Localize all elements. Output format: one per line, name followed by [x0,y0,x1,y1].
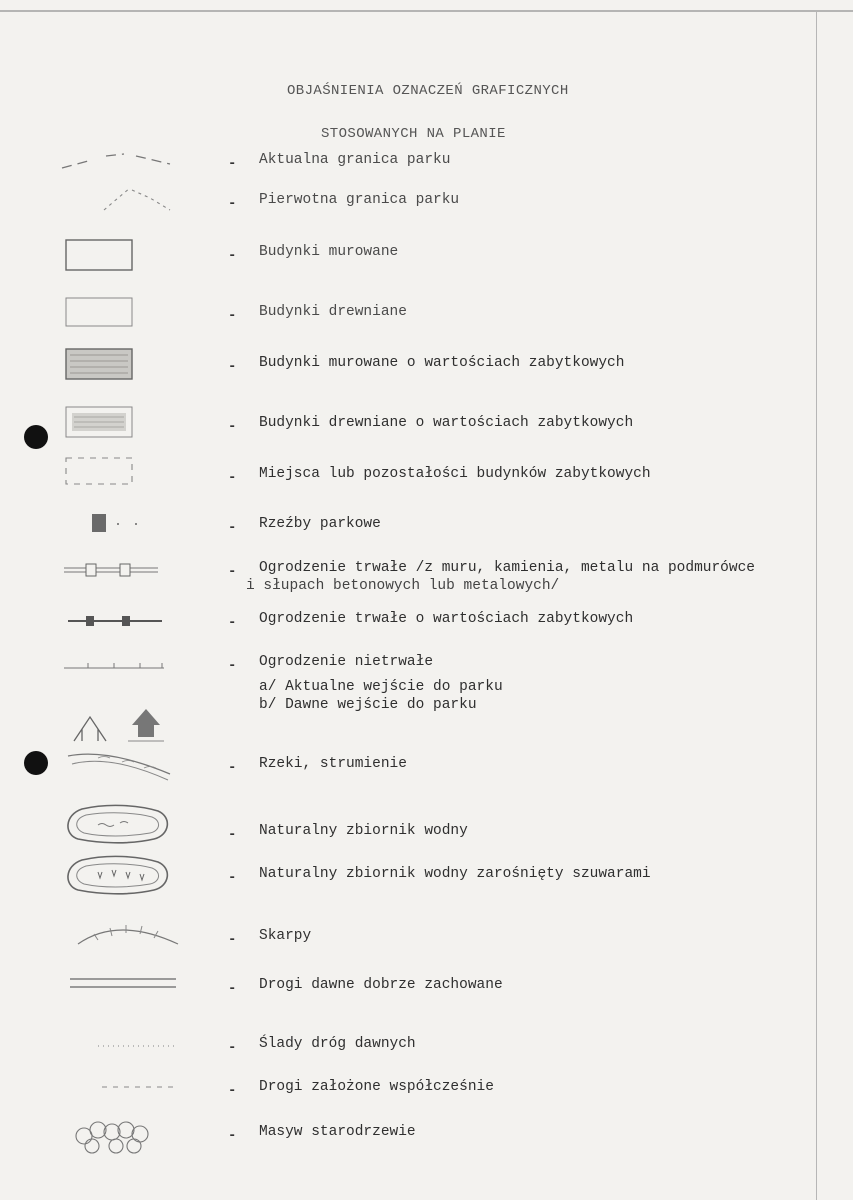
legend-label: Pierwotna granica parku [259,192,460,208]
park-entrance-icon [68,701,190,745]
legend-label-b: b/ Dawne wejście do parku [259,697,477,713]
margin-line [816,12,817,1200]
old-trees-icon [58,1118,180,1158]
overgrown-pond-icon [58,854,180,898]
page-subtitle: STOSOWANYCH NA PLANIE [321,126,506,142]
legend-label-a: a/ Aktualne wejście do parku [259,679,503,695]
legend-label: Budynki murowane [259,244,399,260]
pond-icon [58,803,180,847]
legend-label: Drogi dawne dobrze zachowane [259,977,503,993]
legend-label: Miejsca lub pozostałości budynków zabytkowych [259,466,651,482]
historic-brick-building-icon [58,347,180,383]
legend-label: Rzeki, strumienie [259,756,407,772]
legend-label: Ogrodzenie nietrwałe [259,654,434,670]
dashed-boundary-original-icon [58,184,180,216]
brick-building-icon [58,238,180,274]
historic-fence-icon [58,613,180,629]
permanent-fence-icon [58,560,180,582]
legend-label: Ślady dróg dawnych [259,1036,416,1052]
historic-wooden-building-icon [58,403,180,441]
legend-label: Skarpy [259,928,312,944]
building-remains-icon [58,454,180,490]
wooden-building-icon [58,294,180,330]
old-road-icon [58,975,180,993]
park-sculpture-icon [58,512,180,538]
top-edge-line [0,10,853,12]
legend-label: Budynki drewniane o wartościach zabytkowych [259,415,634,431]
dashed-boundary-current-icon [58,152,180,176]
legend-label: Budynki drewniane [259,304,407,320]
punch-hole [24,425,48,449]
page-title: OBJAŚNIENIA OZNACZEŃ GRAFICZNYCH [287,83,569,99]
legend-label: Ogrodzenie trwałe /z muru, kamienia, metalu na podmurówce [259,560,755,576]
legend-label: Naturalny zbiornik wodny zarośnięty szuwarami [259,866,651,882]
old-road-traces-icon [58,1036,180,1054]
document-page: OBJAŚNIENIA OZNACZEŃ GRAFICZNYCH STOSOWANYCH NA PLANIE - Aktualna granica parku - Pierwotna granica parku - Budynki murowane - Budynki drewniane - Budynki murowane o wartościach zabytkowych - Budynki drewniane o wartościach zabytkowych - Miejsca lub pozostałości budynków zabytkowych - Rzeźby parkowe - Ogrodzenie trwałe /z muru, kamienia, metalu na podmurówce i słupach betonowych lub metalowych/ - Ogrodzenie trwałe o wartościach zabytkowych - Ogrodzenie nietrwałe a/ Aktualne wejście do parku b/ Dawne wejście do parku - Rzeki, strumienie - Naturalny zbiornik wodny - Naturalny zbiornik wodny zarośnięty szuwarami - Skarpy - Drogi dawne dobrze zachowane - Ślady dróg dawnych - Drogi założone współcześnie - Masyw starodrzewie [0,0,853,1200]
legend-label: Budynki murowane o wartościach zabytkowych [259,355,625,371]
river-icon [58,746,180,786]
legend-label: Rzeźby parkowe [259,516,381,532]
new-road-icon [58,1079,180,1097]
slope-icon [58,916,180,950]
legend-label: Ogrodzenie trwałe o wartościach zabytkowych [259,611,634,627]
legend-label: Aktualna granica parku [259,152,451,168]
temporary-fence-icon [58,654,180,674]
legend-label-continued: i słupach betonowych lub metalowych/ [246,578,560,594]
legend-label: Naturalny zbiornik wodny [259,823,468,839]
legend-label: Drogi założone współcześnie [259,1079,494,1095]
legend-label: Masyw starodrzewie [259,1124,416,1140]
punch-hole [24,751,48,775]
